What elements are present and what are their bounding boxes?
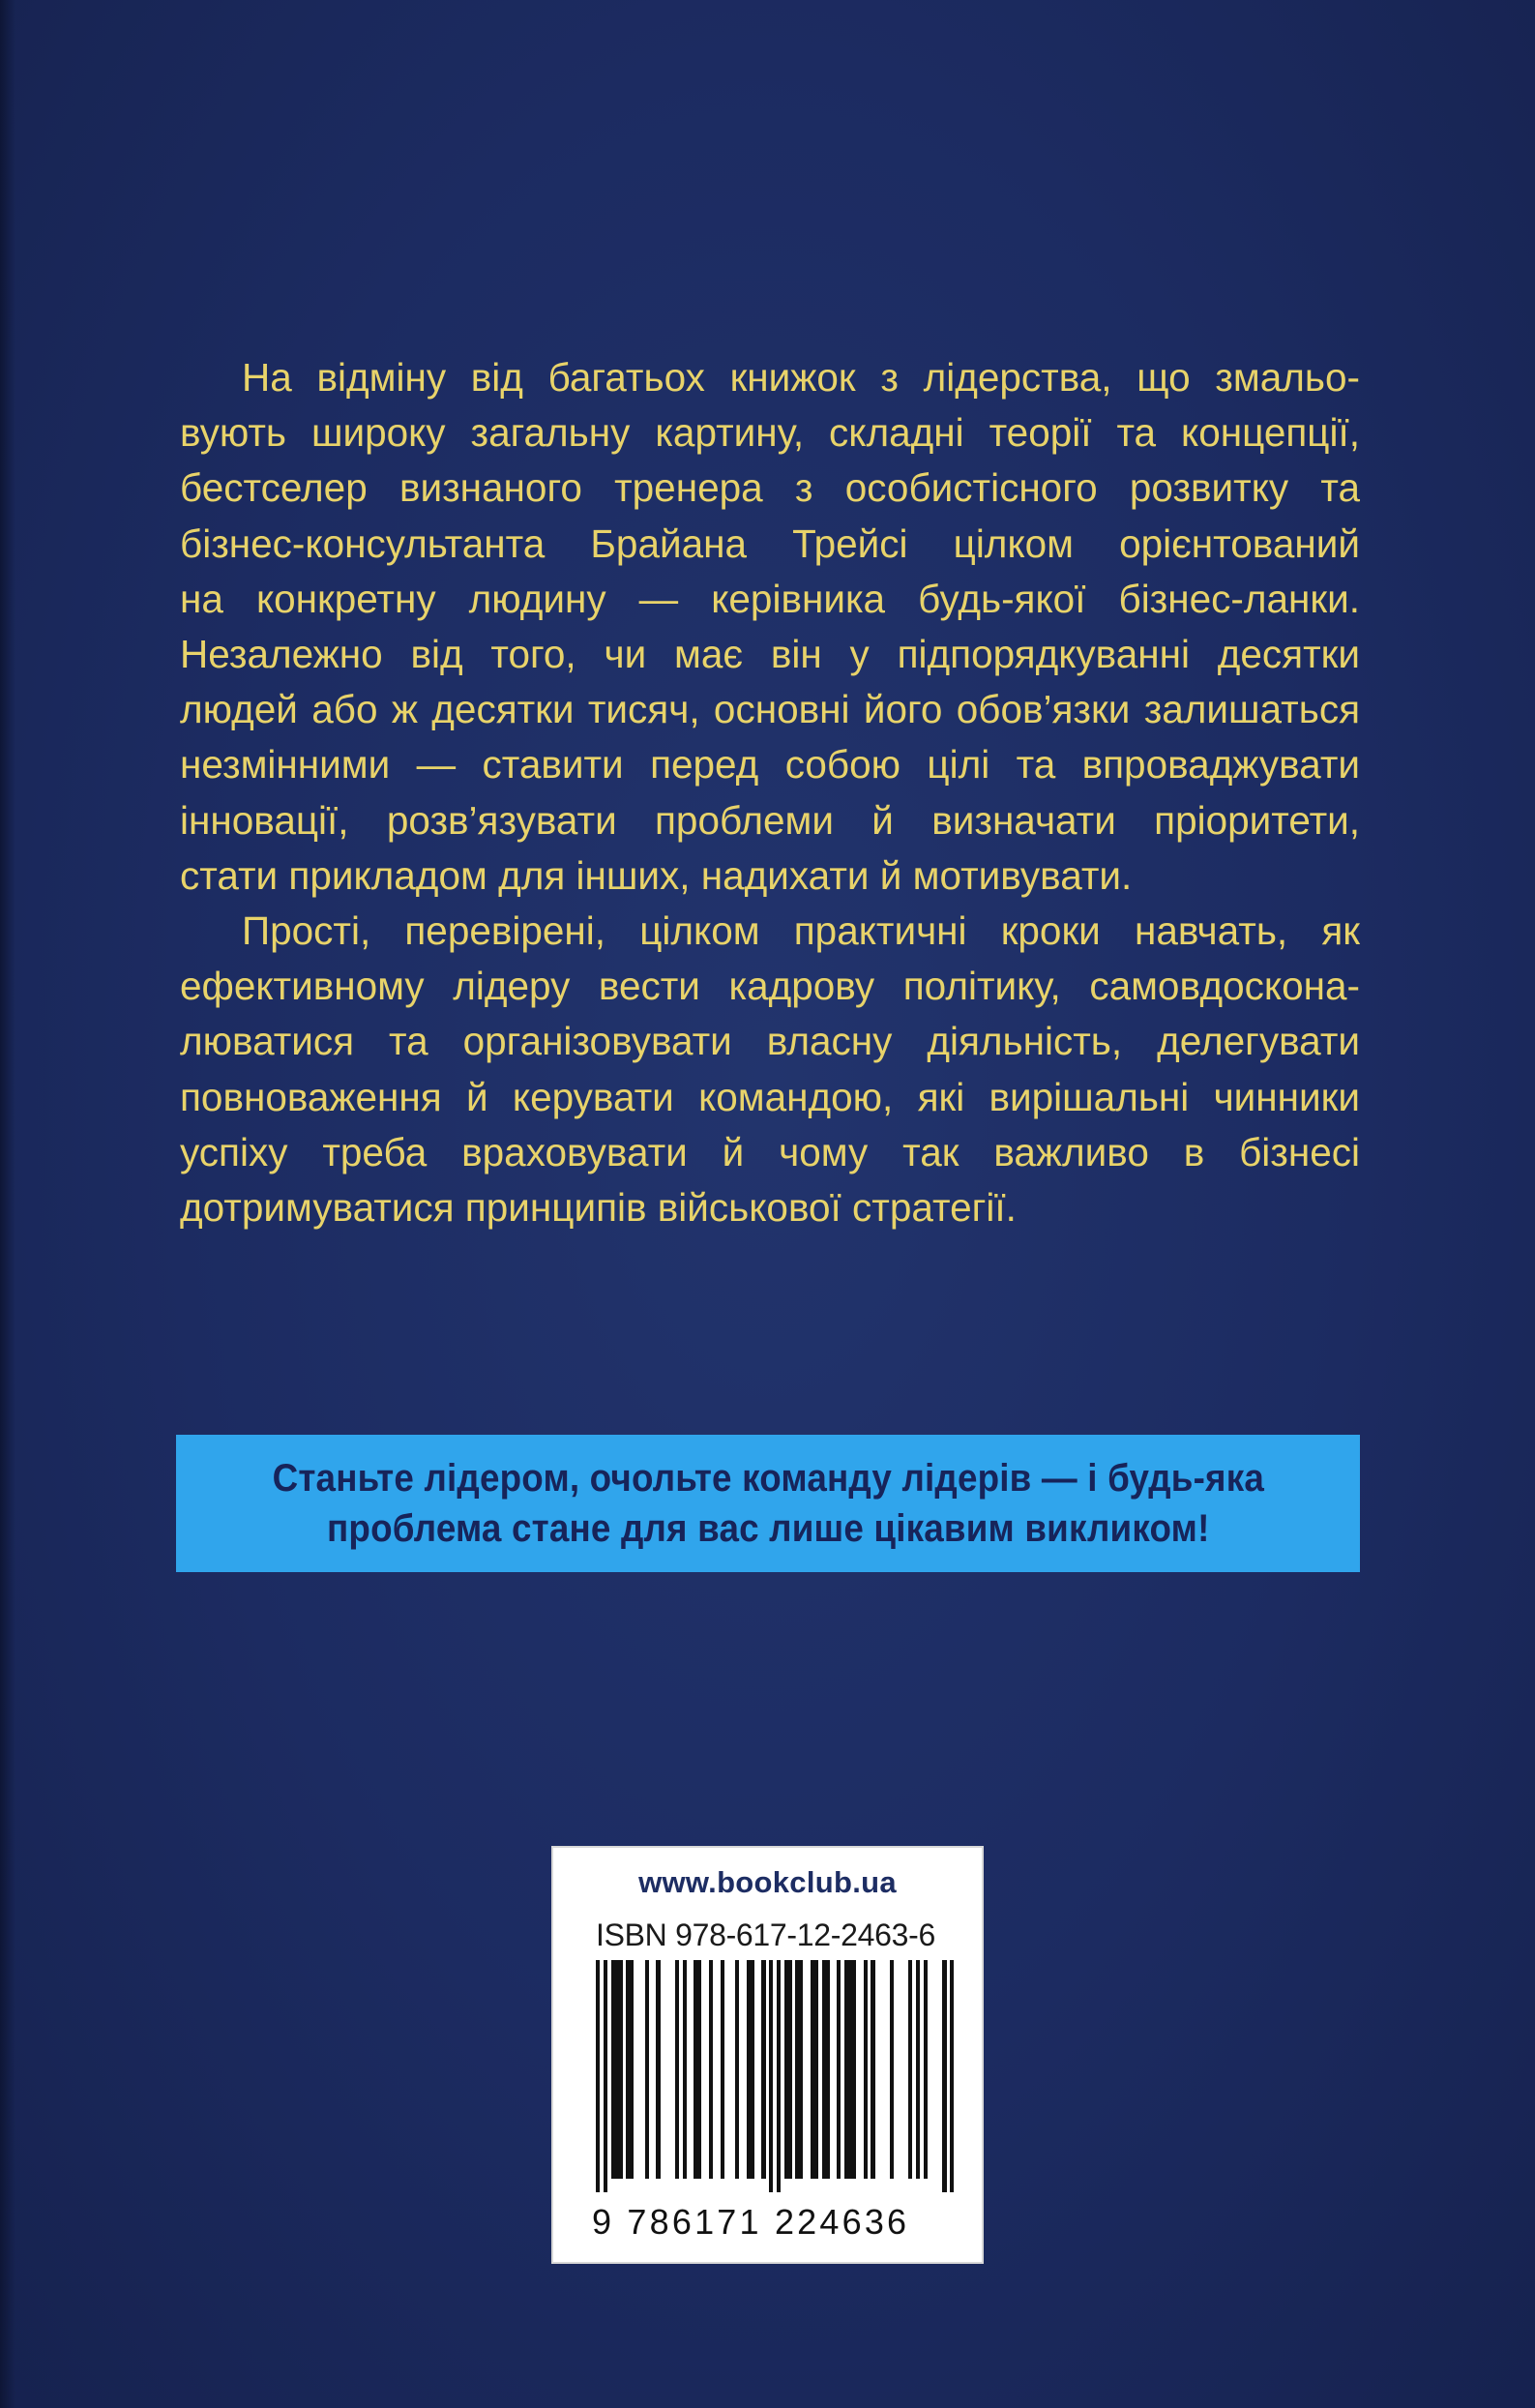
barcode-bar (908, 1960, 912, 2179)
blurb-line: бізнес-консультанта Брайана Трейсі цілком орієнтований (180, 520, 1360, 566)
barcode-bar (795, 1960, 803, 2179)
publisher-website: www.bookclub.ua (638, 1865, 897, 1899)
tagline-text (272, 1453, 1263, 1554)
barcode-bar (822, 1960, 830, 2179)
barcode-bar (924, 1960, 928, 2179)
blurb-line: ефективному лідеру вести кадрову політику, самовдоскона- (180, 964, 1360, 1009)
barcode-bar (950, 1960, 954, 2192)
blurb-line: Незалежно від того, чи має він у підпорядкуванні десятки (180, 632, 1360, 677)
tagline-banner (176, 1435, 1360, 1572)
barcode-bar (777, 1960, 781, 2192)
barcode-bar (721, 1960, 724, 2179)
barcode-bar (784, 1960, 792, 2179)
barcode-bar (735, 1960, 739, 2179)
barcode-bar (675, 1960, 679, 2179)
blurb-paragraph-1 (180, 350, 1360, 904)
blurb-text (180, 350, 1360, 1235)
barcode-bar (683, 1960, 687, 2179)
blurb-line: людей або ж десятки тисяч, основні його обов’язки залишаться (180, 687, 1360, 732)
barcode-bar (694, 1960, 701, 2179)
barcode-digits: 9 786171 224636 (592, 2202, 910, 2242)
barcode-bar (890, 1960, 894, 2179)
barcode-bar (811, 1960, 818, 2179)
blurb-line: успіху треба враховувати й чому так важливо в бізнесі (180, 1129, 1360, 1174)
barcode-label (551, 1846, 984, 2264)
blurb-line: інновації, розв’язувати проблеми й визначати пріоритети, (180, 797, 1360, 843)
blurb-paragraph-2 (180, 904, 1360, 1235)
barcode-bar (747, 1960, 754, 2179)
barcode-bar (942, 1960, 946, 2192)
blurb-line: вують широку загальну картину, складні теорії та концепції, (180, 410, 1360, 456)
blurb-line: повноваження й керувати командою, які вирішальні чинники (180, 1074, 1360, 1119)
barcode-bar (864, 1960, 868, 2179)
isbn-number: ISBN 978-617-12-2463-6 (596, 1917, 935, 1952)
barcode-bar (604, 1960, 607, 2192)
barcode-bar (596, 1960, 600, 2192)
tagline-line-1: Станьте лідером, очольте команду лідерів — і будь-яка (272, 1457, 1264, 1500)
blurb-line: на конкретну людину — керівника будь-якої бізнес-ланки. (180, 576, 1360, 621)
barcode-bar (871, 1960, 874, 2179)
barcode-bar (709, 1960, 713, 2179)
blurb-line: Прості, перевірені, цілком практичні кроки навчать, як (242, 908, 1360, 954)
barcode-bar (656, 1960, 660, 2179)
barcode-bar (916, 1960, 920, 2179)
barcode-bar (611, 1960, 623, 2179)
barcode-bar (844, 1960, 856, 2179)
barcode-bars (596, 1960, 954, 2192)
blurb-line: дотримуватися принципів військової стратегії. (180, 1185, 1017, 1231)
blurb-line: На відміну від багатьох книжок з лідерства, що змальо- (242, 355, 1360, 400)
barcode-bar (769, 1960, 773, 2192)
barcode-bar (645, 1960, 649, 2179)
blurb-line: незмінними — ставити перед собою цілі та впроваджувати (180, 742, 1360, 788)
tagline-line-2: проблема стане для вас лише цікавим викликом! (326, 1507, 1210, 1550)
cover-edge-shadow (0, 0, 15, 2408)
blurb-line: стати прикладом для інших, надихати й мотивувати. (180, 852, 1133, 898)
barcode-bar (837, 1960, 841, 2179)
barcode-bar (761, 1960, 765, 2179)
barcode-bar (626, 1960, 634, 2179)
blurb-line: бестселер визнаного тренера з особистісного розвитку та (180, 465, 1360, 511)
blurb-line: люватися та організовувати власну діяльність, делегувати (180, 1019, 1360, 1064)
